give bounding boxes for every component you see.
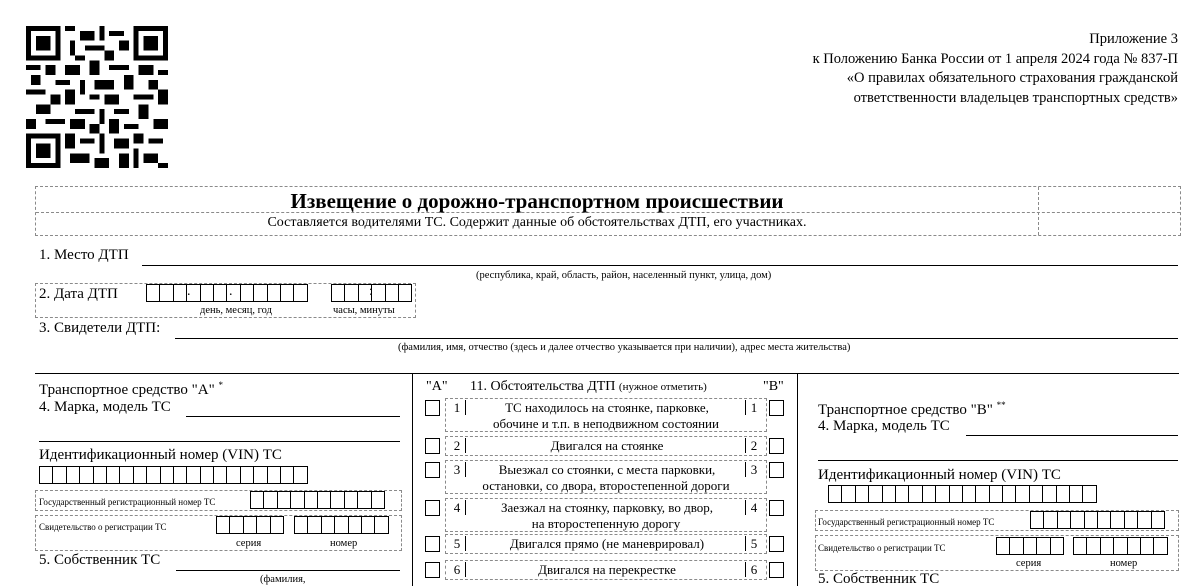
date-label: 2. Дата ДТП (39, 286, 118, 302)
vehicle-a-series-hint: серия (236, 538, 262, 549)
checkbox-b-4[interactable] (769, 500, 784, 516)
checkbox-a-1[interactable] (425, 400, 440, 416)
circumstance-text: Выезжал со стоянки, с места парковки, (498, 462, 716, 477)
circ-col-b: "В" (763, 379, 784, 394)
vehicle-b-model-label: 4. Марка, модель ТС (818, 418, 950, 434)
circumstance-number-b: 3 (745, 462, 762, 477)
vehicle-b-number-hint: номер (1110, 558, 1138, 569)
vehicle-a-vin-field[interactable] (39, 466, 308, 484)
vehicle-a-vin-label: Идентификационный номер (VIN) ТС (39, 447, 282, 463)
vehicle-b-owner-label: 5. Собственник ТС (818, 571, 940, 587)
circumstance-number-a: 5 (449, 536, 466, 551)
place-label: 1. Место ДТП (39, 247, 129, 263)
circumstance-number-b: 6 (745, 562, 762, 577)
date-dot: . (229, 284, 233, 299)
circumstance-row (425, 436, 787, 456)
circumstance-text: обочине и т.п. в неподвижном состоянии (493, 416, 719, 431)
circumstance-number-b: 2 (745, 438, 762, 453)
checkbox-a-3[interactable] (425, 462, 440, 478)
time-colon: : (369, 284, 373, 299)
circumstance-row (425, 560, 787, 580)
vehicle-b-cert-series-field[interactable] (996, 537, 1064, 555)
circ-col-a: "А" (426, 379, 448, 394)
vehicle-a-owner-input[interactable] (176, 570, 400, 571)
place-input-line[interactable] (142, 265, 1178, 266)
date-hint: день, месяц, год (200, 305, 272, 316)
vehicle-a-cert-series-field[interactable] (216, 516, 284, 534)
date-dot: . (187, 284, 191, 299)
appendix-header (813, 30, 1178, 108)
vehicle-a-title: Транспортное средство "А" * (39, 380, 223, 398)
circumstance-text: на второстепенную дорогу (531, 516, 681, 531)
checkbox-b-3[interactable] (769, 462, 784, 478)
vehicle-b-series-hint: серия (1016, 558, 1042, 569)
appendix-line: «О правилах обязательного страхования гражданской (846, 70, 1178, 86)
checkbox-a-6[interactable] (425, 562, 440, 578)
appendix-line: Приложение 3 (1089, 31, 1178, 47)
circumstance-row (425, 398, 787, 432)
vehicle-a-owner-label: 5. Собственник ТС (39, 552, 161, 568)
vehicle-a-model-line2[interactable] (39, 441, 400, 442)
column-divider-right (797, 373, 798, 586)
vehicle-b-cert-number-field[interactable] (1073, 537, 1168, 555)
circumstance-number-a: 2 (449, 438, 466, 453)
circumstance-number-b: 4 (745, 500, 762, 515)
circumstance-number-a: 1 (449, 400, 466, 415)
witnesses-label: 3. Свидетели ДТП: (39, 320, 161, 336)
vehicle-b-vin-field[interactable] (828, 485, 1097, 503)
circumstance-text: остановки, со двора, второстепенной дороги (482, 478, 730, 493)
witnesses-input-line[interactable] (175, 338, 1178, 339)
circumstance-number-a: 6 (449, 562, 466, 577)
checkbox-b-1[interactable] (769, 400, 784, 416)
circumstance-number-b: 5 (745, 536, 762, 551)
circumstance-number-a: 3 (449, 462, 466, 477)
vehicle-a-owner-hint: (фамилия, (260, 574, 306, 585)
vehicle-b-model-line2[interactable] (818, 460, 1178, 461)
vehicle-a-reg-number-field[interactable] (250, 491, 385, 509)
witnesses-hint: (фамилия, имя, отчество (здесь и далее отчество указывается при наличии), адрес места жительства) (398, 342, 851, 353)
vehicle-a-reg-number-label: Государственный регистрационный номер ТС (39, 497, 216, 507)
checkbox-a-4[interactable] (425, 500, 440, 516)
vehicle-a-model-label: 4. Марка, модель ТС (39, 399, 171, 415)
vehicle-a-model-input[interactable] (186, 416, 400, 417)
circumstance-row (425, 498, 787, 532)
circ-header: 11. Обстоятельства ДТП (нужное отметить) (470, 379, 707, 394)
vehicle-b-reg-number-label: Государственный регистрационный номер ТС (818, 517, 995, 527)
qr-code (26, 26, 168, 168)
circumstance-text: Заезжал на стоянку, парковку, во двор, (500, 500, 714, 515)
checkbox-b-2[interactable] (769, 438, 784, 454)
vehicle-b-reg-number-field[interactable] (1030, 511, 1165, 529)
checkbox-a-2[interactable] (425, 438, 440, 454)
vehicle-b-model-input[interactable] (966, 435, 1178, 436)
circumstance-number-a: 4 (449, 500, 466, 515)
title-box (35, 186, 1181, 236)
circumstance-number-b: 1 (745, 400, 762, 415)
circumstance-row (425, 460, 787, 494)
time-hint: часы, минуты (333, 305, 395, 316)
page-subtitle: Составляется водителями ТС. Содержит данные об обстоятельствах ДТП, его участниках. (267, 215, 807, 230)
appendix-line: к Положению Банка России от 1 апреля 2024 года № 837-П (812, 50, 1178, 67)
vehicle-b-reg-cert-label: Свидетельство о регистрации ТС (818, 543, 946, 553)
circumstance-text: ТС находилось на стоянке, парковке, (505, 400, 709, 415)
vehicle-b-title: Транспортное средство "В" ** (818, 400, 1006, 418)
checkbox-b-5[interactable] (769, 536, 784, 552)
appendix-line: ответственности владельцев транспортных средств» (853, 89, 1178, 106)
circumstance-text: Двигался на перекрестке (538, 562, 676, 577)
vehicle-a-cert-number-field[interactable] (294, 516, 389, 534)
vehicle-a-reg-cert-label: Свидетельство о регистрации ТС (39, 522, 167, 532)
column-divider-left (412, 373, 413, 586)
section-divider (35, 373, 1179, 374)
vehicle-a-number-hint: номер (330, 538, 358, 549)
circumstance-text: Двигался на стоянке (550, 438, 664, 453)
vehicle-b-vin-label: Идентификационный номер (VIN) ТС (818, 467, 1061, 483)
circumstance-row (425, 534, 787, 554)
checkbox-a-5[interactable] (425, 536, 440, 552)
checkbox-b-6[interactable] (769, 562, 784, 578)
place-hint: (республика, край, область, район, населенный пункт, улица, дом) (476, 270, 772, 281)
page-title: Извещение о дорожно-транспортном происшествии (290, 189, 784, 213)
circumstance-text: Двигался прямо (не маневрировал) (509, 536, 705, 551)
